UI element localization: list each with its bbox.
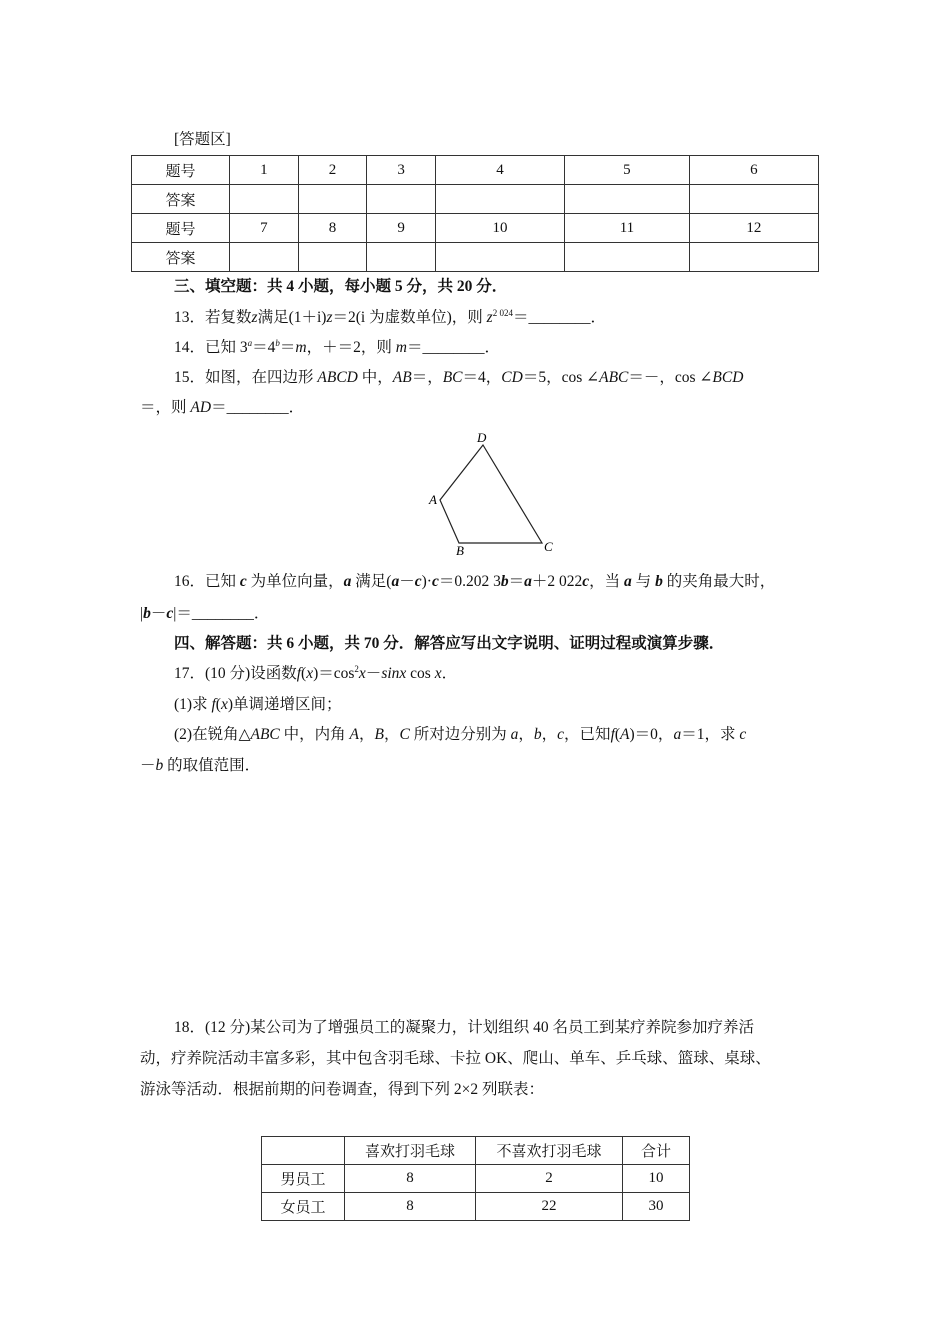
table-cell: 1	[230, 156, 299, 185]
table-cell: 5	[565, 156, 690, 185]
table-cell: 2	[298, 156, 367, 185]
q16-text: 的夹角最大时，	[666, 573, 776, 590]
question-13	[174, 308, 606, 328]
q17-var: x	[434, 665, 442, 682]
q17-text: ，已知	[564, 726, 611, 743]
q15-blank: ＝________．	[211, 399, 305, 416]
q16-text: 为单位向量，	[250, 573, 344, 590]
table-cell: 9	[367, 214, 436, 243]
question-16-line2	[140, 604, 269, 624]
answer-cell[interactable]	[565, 185, 690, 214]
q15-var: ABCD	[317, 369, 358, 386]
q15-text: ＝，则	[140, 399, 187, 416]
q16-text: ＝	[508, 573, 525, 590]
vertex-label-c: C	[544, 539, 553, 554]
table-row	[132, 214, 819, 243]
question-18-line2: 动，疗养院活动丰富多彩，其中包含羽毛球、卡拉 OK、爬山、单车、乒乓球、篮球、桌球、	[140, 1050, 771, 1067]
q16-vector: a	[391, 573, 400, 590]
q17-var: b	[533, 726, 542, 743]
q17-var: B	[374, 726, 384, 743]
q16-vector: a	[343, 573, 352, 590]
table-row	[132, 243, 819, 272]
q16-blank: |＝________．	[173, 605, 270, 622]
table-cell: 男员工	[262, 1165, 345, 1193]
table-cell: 4	[435, 156, 564, 185]
q17-text: ．	[441, 665, 458, 682]
question-17-part2-line2	[140, 756, 260, 776]
q13-exponent: 2 024	[492, 307, 513, 318]
answer-cell[interactable]	[230, 243, 299, 272]
table-cell: 6	[689, 156, 818, 185]
question-18-line3: 游泳等活动．根据前期的问卷调查，得到下列 2×2 列联表：	[140, 1081, 544, 1098]
q17-text: ＝1，求	[681, 726, 736, 743]
table-header-cell: 不喜欢打羽毛球	[476, 1137, 623, 1165]
vertex-label-a: A	[429, 492, 437, 507]
table-header-cell: 答案	[132, 243, 230, 272]
q14-exponent: a	[247, 337, 253, 348]
q15-text: ＝4，	[462, 369, 502, 386]
table-cell: 8	[298, 214, 367, 243]
q16-vector: b	[143, 605, 151, 622]
table-row	[262, 1165, 690, 1193]
q16-vector: b	[655, 573, 663, 590]
q13-blank: ＝________．	[512, 309, 606, 326]
q16-vector: a	[624, 573, 632, 590]
question-14	[174, 338, 500, 358]
q13-var: z	[486, 309, 493, 326]
q17-var: a	[510, 726, 519, 743]
q16-vector: b	[500, 573, 509, 590]
q15-text: 中，	[361, 369, 393, 386]
q16-text: |	[140, 605, 144, 622]
q16-vector: c	[431, 573, 439, 590]
q16-text: －	[399, 573, 415, 590]
q17-var: x	[306, 665, 314, 682]
answer-cell[interactable]	[689, 243, 818, 272]
table-header-cell: 题号	[132, 156, 230, 185]
table-header-cell	[262, 1137, 345, 1165]
q14-exponent: b	[275, 337, 280, 348]
contingency-table	[261, 1136, 690, 1221]
q17-text: 所对边分别为	[413, 726, 507, 743]
table-header-cell: 合计	[623, 1137, 690, 1165]
q17-var: c	[739, 726, 747, 743]
q17-var: c	[557, 726, 565, 743]
q17-text: ，	[359, 726, 375, 743]
answer-table	[131, 155, 819, 272]
q15-var: BCD	[712, 369, 744, 386]
table-cell: 8	[345, 1193, 476, 1221]
question-17-part2	[174, 725, 746, 745]
q14-text: 14．已知 3	[174, 339, 248, 356]
q17-var: f	[296, 665, 302, 682]
q16-text: )·	[421, 573, 432, 590]
q17-text: (2)在锐角△	[174, 726, 251, 743]
q16-vector: c	[166, 605, 174, 622]
q17-text: )单调递增区间；	[227, 696, 342, 713]
q16-vector: c	[582, 573, 590, 590]
table-row	[132, 185, 819, 214]
table-cell: 10	[623, 1165, 690, 1193]
q17-text: (	[215, 696, 221, 713]
question-15-line2	[140, 398, 304, 418]
answer-cell[interactable]	[230, 185, 299, 214]
q13-text: 13．若复数	[174, 309, 252, 326]
answer-cell[interactable]	[298, 243, 367, 272]
q15-var: CD	[501, 369, 523, 386]
q14-text: ，＋＝2，则	[306, 339, 392, 356]
answer-area-title: [答题区]	[174, 131, 231, 148]
q17-var: x	[358, 665, 366, 682]
section3-heading: 三、填空题：共 4 小题，每小题 5 分，共 20 分．	[174, 278, 508, 295]
q17-text: (	[614, 726, 621, 743]
q17-text: 的取值范围．	[167, 757, 261, 774]
table-header-row	[262, 1137, 690, 1165]
question-17-part1	[174, 695, 342, 715]
q15-text: ＝，	[411, 369, 443, 386]
q13-text: ＝2(i 为虚数单位)，则	[332, 309, 483, 326]
q17-var: A	[349, 726, 360, 743]
q15-var: AD	[190, 399, 212, 416]
section4-heading: 四、解答题：共 6 小题，共 70 分．解答应写出文字说明、证明过程或演算步骤．	[174, 635, 725, 652]
q14-var: m	[395, 339, 407, 356]
q17-text: ，	[518, 726, 534, 743]
vertex-label-d: D	[477, 430, 487, 445]
question-17	[174, 664, 457, 684]
answer-cell[interactable]	[367, 185, 436, 214]
q16-text: 16．已知	[174, 573, 237, 590]
table-cell: 2	[476, 1165, 623, 1193]
table-row	[132, 156, 819, 185]
answer-cell[interactable]	[435, 185, 564, 214]
q14-blank: ＝________．	[406, 339, 500, 356]
q17-text: 17．(10 分)设函数	[174, 665, 297, 682]
q17-text: )＝0，	[629, 726, 674, 743]
q17-text: )＝cos	[313, 665, 355, 682]
q15-text: ＝5，cos ∠	[522, 369, 600, 386]
quadrilateral-shape	[440, 445, 542, 543]
q17-var: ABC	[250, 726, 280, 743]
q15-var: BC	[442, 369, 463, 386]
q16-vector: c	[239, 573, 247, 590]
q13-var: z	[326, 309, 333, 326]
q17-text: －	[140, 757, 156, 774]
q16-text: ＋2 022	[531, 573, 583, 590]
table-header-cell: 喜欢打羽毛球	[345, 1137, 476, 1165]
q16-text: 满足(	[355, 573, 392, 590]
question-15-line1	[174, 368, 743, 388]
table-cell: 11	[565, 214, 690, 243]
q17-text: (1)求	[174, 696, 208, 713]
q14-text: ＝4	[252, 339, 276, 356]
q16-text: 与	[635, 573, 652, 590]
answer-cell[interactable]	[298, 185, 367, 214]
q17-text: ，	[384, 726, 400, 743]
question-18-line1: 18．(12 分)某公司为了增强员工的凝聚力，计划组织 40 名员工到某疗养院参加疗养活	[174, 1019, 754, 1036]
q17-var: sinx	[381, 665, 407, 682]
q17-text: ，	[541, 726, 558, 743]
q17-var: b	[155, 757, 164, 774]
q16-vector: a	[524, 573, 532, 590]
table-cell: 10	[435, 214, 564, 243]
question-16-line1	[174, 572, 775, 592]
q17-text: －	[365, 665, 382, 682]
q17-text: 中，内角	[283, 726, 346, 743]
q17-exponent: 2	[354, 663, 359, 674]
q17-var: f	[610, 726, 615, 743]
q16-vector: c	[414, 573, 422, 590]
q13-var: z	[251, 309, 258, 326]
table-cell: 7	[230, 214, 299, 243]
table-header-cell: 题号	[132, 214, 230, 243]
q15-text: ＝－，cos ∠	[628, 369, 713, 386]
q15-text: 15．如图，在四边形	[174, 369, 314, 386]
q17-text: (	[301, 665, 307, 682]
q17-var: C	[399, 726, 410, 743]
table-cell: 女员工	[262, 1193, 345, 1221]
q14-text: ＝	[279, 339, 296, 356]
q17-var: a	[673, 726, 682, 743]
answer-cell[interactable]	[367, 243, 436, 272]
q15-var: AB	[392, 369, 412, 386]
q17-text: cos	[406, 665, 431, 682]
quadrilateral-figure	[420, 425, 570, 560]
answer-cell[interactable]	[565, 243, 690, 272]
table-cell: 3	[367, 156, 436, 185]
q17-var: f	[211, 696, 216, 713]
q15-var: ABC	[599, 369, 629, 386]
table-cell: 12	[689, 214, 818, 243]
q16-text: ＝0.202 3	[438, 573, 501, 590]
table-row	[262, 1193, 690, 1221]
q17-var: x	[220, 696, 228, 713]
q14-var: m	[295, 339, 307, 356]
q16-text: ，当	[589, 573, 621, 590]
vertex-label-b: B	[456, 543, 464, 558]
answer-cell[interactable]	[435, 243, 564, 272]
q17-var: A	[620, 726, 630, 743]
q13-text: 满足(1＋i)	[257, 309, 327, 326]
table-cell: 8	[345, 1165, 476, 1193]
q16-text: －	[150, 605, 167, 622]
table-cell: 22	[476, 1193, 623, 1221]
answer-cell[interactable]	[689, 185, 818, 214]
table-cell: 30	[623, 1193, 690, 1221]
table-header-cell: 答案	[132, 185, 230, 214]
